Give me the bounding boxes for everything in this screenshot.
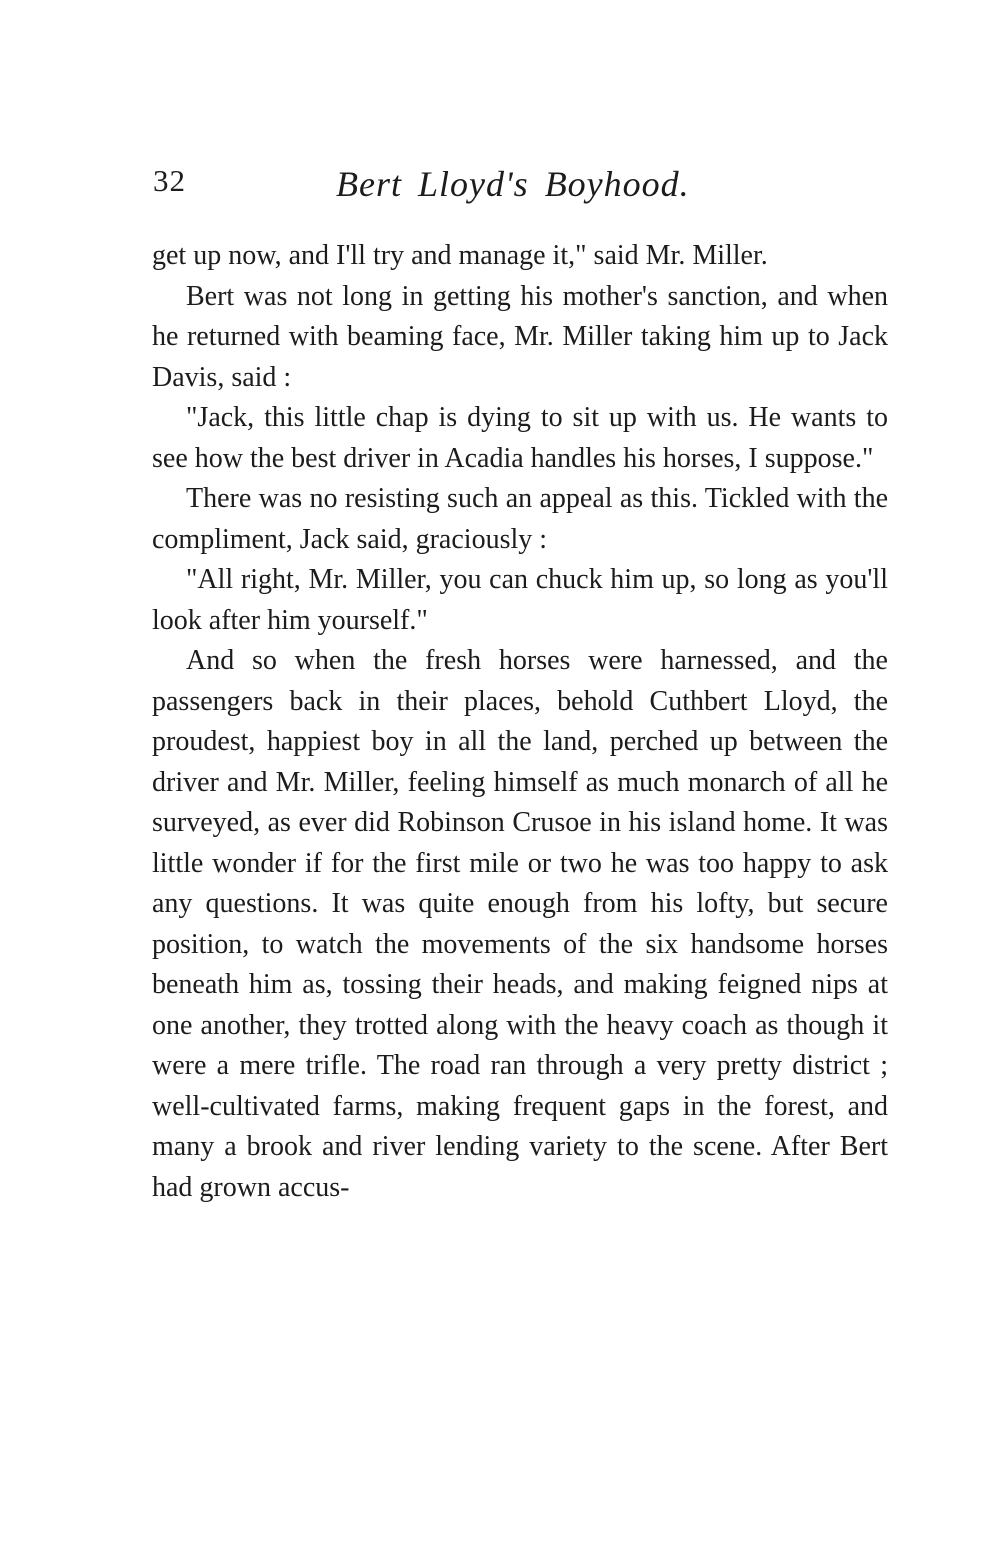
paragraph: "Jack, this little chap is dying to sit up with us. He wants to see how the best driver in Acadia handles his horses, I suppose." <box>152 402 888 474</box>
page-header <box>150 163 890 213</box>
body-text <box>152 236 888 1208</box>
paragraph: And so when the fresh horses were harnessed, and the passengers back in their places, behold Cuthbert Lloyd, the proudest, happiest boy in all the land, perched up between the driver and Mr. Miller, feeling himself as much monarch of all he surveyed, as ever did Robinson Crusoe in his island home. It was little wonder if for the first mile or two he was too happy to ask any questions. It was quite enough from his lofty, but secure position, to watch the movements of the six handsome horses beneath him as, tossing their heads, and making feigned nips at one another, they trotted along with the heavy coach as though it were a mere trifle. The road ran through a very pretty district ; well-cultivated farms, making frequent gaps in the forest, and many a brook and river lending variety to the scene. After Bert had grown accus- <box>152 645 888 1203</box>
paragraph: "All right, Mr. Miller, you can chuck him up, so long as you'll look after him yourself." <box>152 564 888 636</box>
page-number: 32 <box>153 163 186 198</box>
running-title: Bert Lloyd's Boyhood. <box>336 164 690 204</box>
paragraph: get up now, and I'll try and manage it," said Mr. Miller. <box>152 240 768 271</box>
paragraph: There was no resisting such an appeal as this. Tickled with the compliment, Jack said, graciously : <box>152 483 888 555</box>
paragraph: Bert was not long in getting his mother's sanction, and when he returned with beaming face, Mr. Miller taking him up to Jack Davis, said : <box>152 280 888 393</box>
